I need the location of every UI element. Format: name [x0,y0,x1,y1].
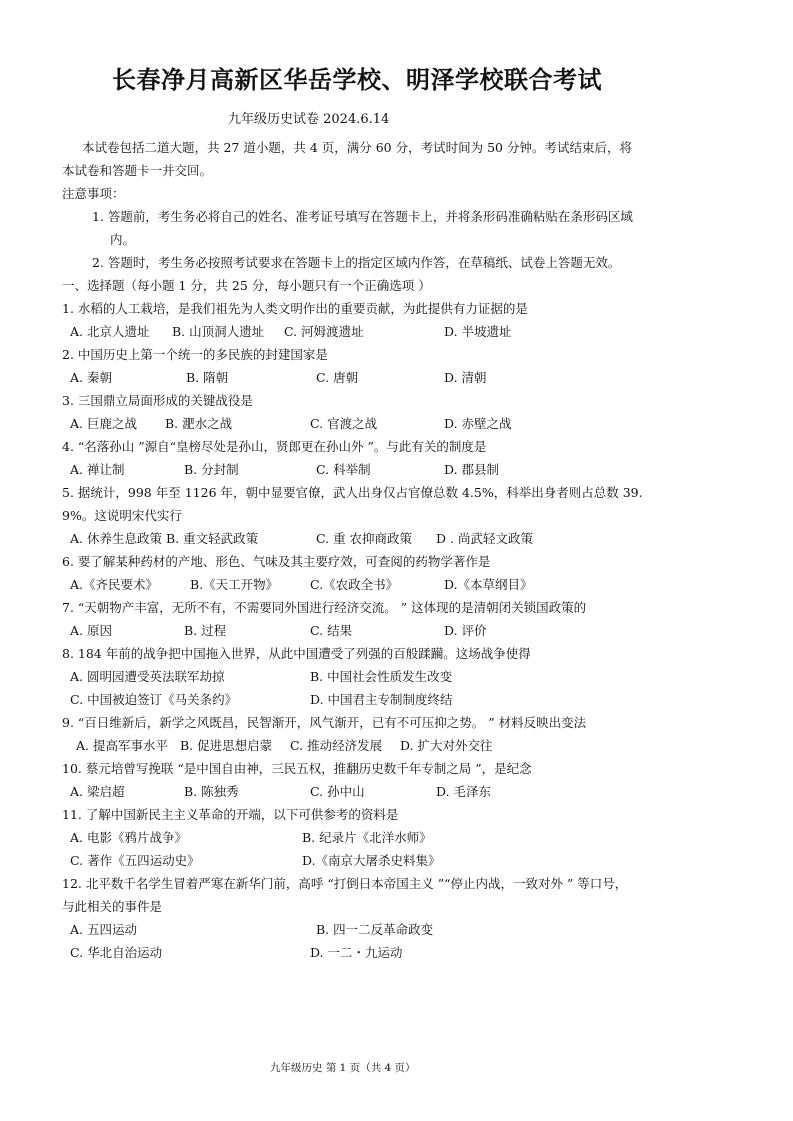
section-heading: 一、选择题（每小题 1 分，共 25 分，每小题只有一个正确选项 ） [62,278,431,293]
question-2-stem: 2. 中国历史上第一个统一的多民族的封建国家是 [62,347,328,362]
question-5-option-d: D . 尚武轻文政策 [436,531,533,546]
question-1-option-c: C. 河姆渡遗址 [284,324,364,339]
question-1-option-b: B. 山顶洞人遗址 [172,324,265,339]
question-11-option-d: D.《南京大屠杀史料集》 [302,853,441,868]
question-5-option-a: A. 休养生息政策 [70,531,162,546]
question-1-stem: 1. 水稻的人工栽培，是我们祖先为人类文明作出的重要贡献，为此提供有力证据的是 [62,301,528,316]
question-8-option-d: D. 中国君主专制制度终结 [310,692,453,707]
question-12-option-d: D. 一二・九运动 [310,945,403,960]
question-9-option-a: A. 提高军事水平 [76,738,168,753]
question-9-option-b: B. 促进思想启蒙 [180,738,273,753]
question-2-option-d: D. 清朝 [444,370,487,385]
question-7-option-d: D. 评价 [444,623,487,638]
question-3-stem: 3. 三国鼎立局面形成的关键战役是 [62,393,253,408]
page-title: 长春净月高新区华岳学校、明泽学校联合考试 [112,65,602,94]
question-2-option-a: A. 秦朝 [70,370,112,385]
question-4-stem: 4. “名落孙山 ”源自“皇榜尽处是孙山，贤郎更在孙山外 ”。与此有关的制度是 [62,439,487,454]
question-2-option-c: C. 唐朝 [316,370,359,385]
question-7-option-c: C. 结果 [310,623,353,638]
question-11-option-a: A. 电影《鸦片战争》 [70,830,187,845]
question-8-option-a: A. 圆明园遭受英法联军劫掠 [70,669,225,684]
question-10-option-d: D. 毛泽东 [436,784,492,799]
question-2-option-b: B. 隋朝 [186,370,229,385]
question-11-option-c: C. 著作《五四运动史》 [70,853,200,868]
question-5-option-b: B. 重文轻武政策 [166,531,259,546]
question-3-option-a: A. 巨鹿之战 [70,416,137,431]
question-3-option-d: D. 赤壁之战 [444,416,512,431]
note-2: 2. 答题时，考生务必按照考试要求在答题卡上的指定区域内作答，在草稿纸、试卷上答题无效。 [92,255,621,270]
question-7-option-a: A. 原因 [70,623,112,638]
question-12-stem-line-2: 与此相关的事件是 [62,899,163,914]
question-10-stem: 10. 蔡元培曾写挽联 “是中国自由神，三民五权，推翻历史数千年专制之局 ”，是纪念 [62,761,532,776]
question-1-option-a: A. 北京人遗址 [70,324,150,339]
intro-line-1: 本试卷包括二道大题，共 27 道小题，共 4 页，满分 60 分，考试时间为 50 分钟。考试结束后，将 [82,140,632,155]
note-1-line-1: 1. 答题前，考生务必将自己的姓名、准考证号填写在答题卡上，并将条形码准确粘贴在条形码区域 [92,209,633,224]
question-6-option-c: C.《农政全书》 [310,577,399,592]
question-8-option-b: B. 中国社会性质发生改变 [310,669,453,684]
question-6-option-d: D.《本草纲目》 [444,577,533,592]
question-12-option-c: C. 华北自治运动 [70,945,163,960]
question-8-option-c: C. 中国被迫签订《马关条约》 [70,692,238,707]
question-12-stem-line-1: 12. 北平数千名学生冒着严寒在新华门前，高呼 “打倒日本帝国主义 ”“停止内战，一致对外 ” 等口号， [62,876,628,891]
question-4-option-b: B. 分封制 [184,462,239,477]
question-9-option-d: D. 扩大对外交往 [400,738,493,753]
question-4-option-a: A. 禅让制 [70,462,125,477]
question-5-stem-line-1: 5. 据统计，998 年至 1126 年，朝中显要官僚，武人出身仅占官僚总数 4.5%，科举出身者则占总数 39. [62,485,643,500]
question-10-option-b: B. 陈独秀 [184,784,239,799]
question-9-stem: 9. “百日维新后，新学之风既昌，民智渐开，风气渐开，已有不可压抑之势。 ” 材料反映出变法 [62,715,587,730]
question-9-option-c: C. 推动经济发展 [290,738,383,753]
question-6-option-b: B.《天工开物》 [190,577,279,592]
question-3-option-b: B. 淝水之战 [165,416,233,431]
question-7-stem: 7. “天朝物产丰富，无所不有，不需要同外国进行经济交流。 ” 这体现的是清朝闭关锁国政策的 [62,600,587,615]
notes-heading: 注意事项： [62,186,125,201]
question-3-option-c: C. 官渡之战 [310,416,378,431]
question-12-option-b: B. 四一二反革命政变 [316,922,434,937]
page-subtitle: 九年级历史试卷 2024.6.14 [228,112,390,127]
question-11-option-b: B. 纪录片《北洋水师》 [302,830,432,845]
question-6-stem: 6. 要了解某种药材的产地、形色、气味及其主要疗效，可查阅的药物学著作是 [62,554,491,569]
question-7-option-b: B. 过程 [184,623,227,638]
question-6-option-a: A.《齐民要术》 [70,577,159,592]
question-5-option-c: C. 重 农抑商政策 [316,531,413,546]
question-1-option-d: D. 半坡遗址 [444,324,512,339]
page-footer: 九年级历史 第 1 页（共 4 页） [270,1062,416,1074]
question-12-option-a: A. 五四运动 [70,922,137,937]
note-1-line-2: 内。 [110,232,136,247]
question-4-option-c: C. 科举制 [316,462,371,477]
intro-line-2: 本试卷和答题卡一并交回。 [62,163,213,178]
question-4-option-d: D. 郡县制 [444,462,500,477]
question-10-option-a: A. 梁启超 [70,784,125,799]
question-10-option-c: C. 孙中山 [310,784,365,799]
question-11-stem: 11. 了解中国新民主主义革命的开端，以下可供参考的资料是 [62,807,399,822]
question-8-stem: 8. 184 年前的战争把中国拖入世界，从此中国遭受了列强的百般蹂躏。这场战争使得 [62,646,531,661]
question-5-stem-line-2: 9%。这说明宋代实行 [62,508,182,523]
